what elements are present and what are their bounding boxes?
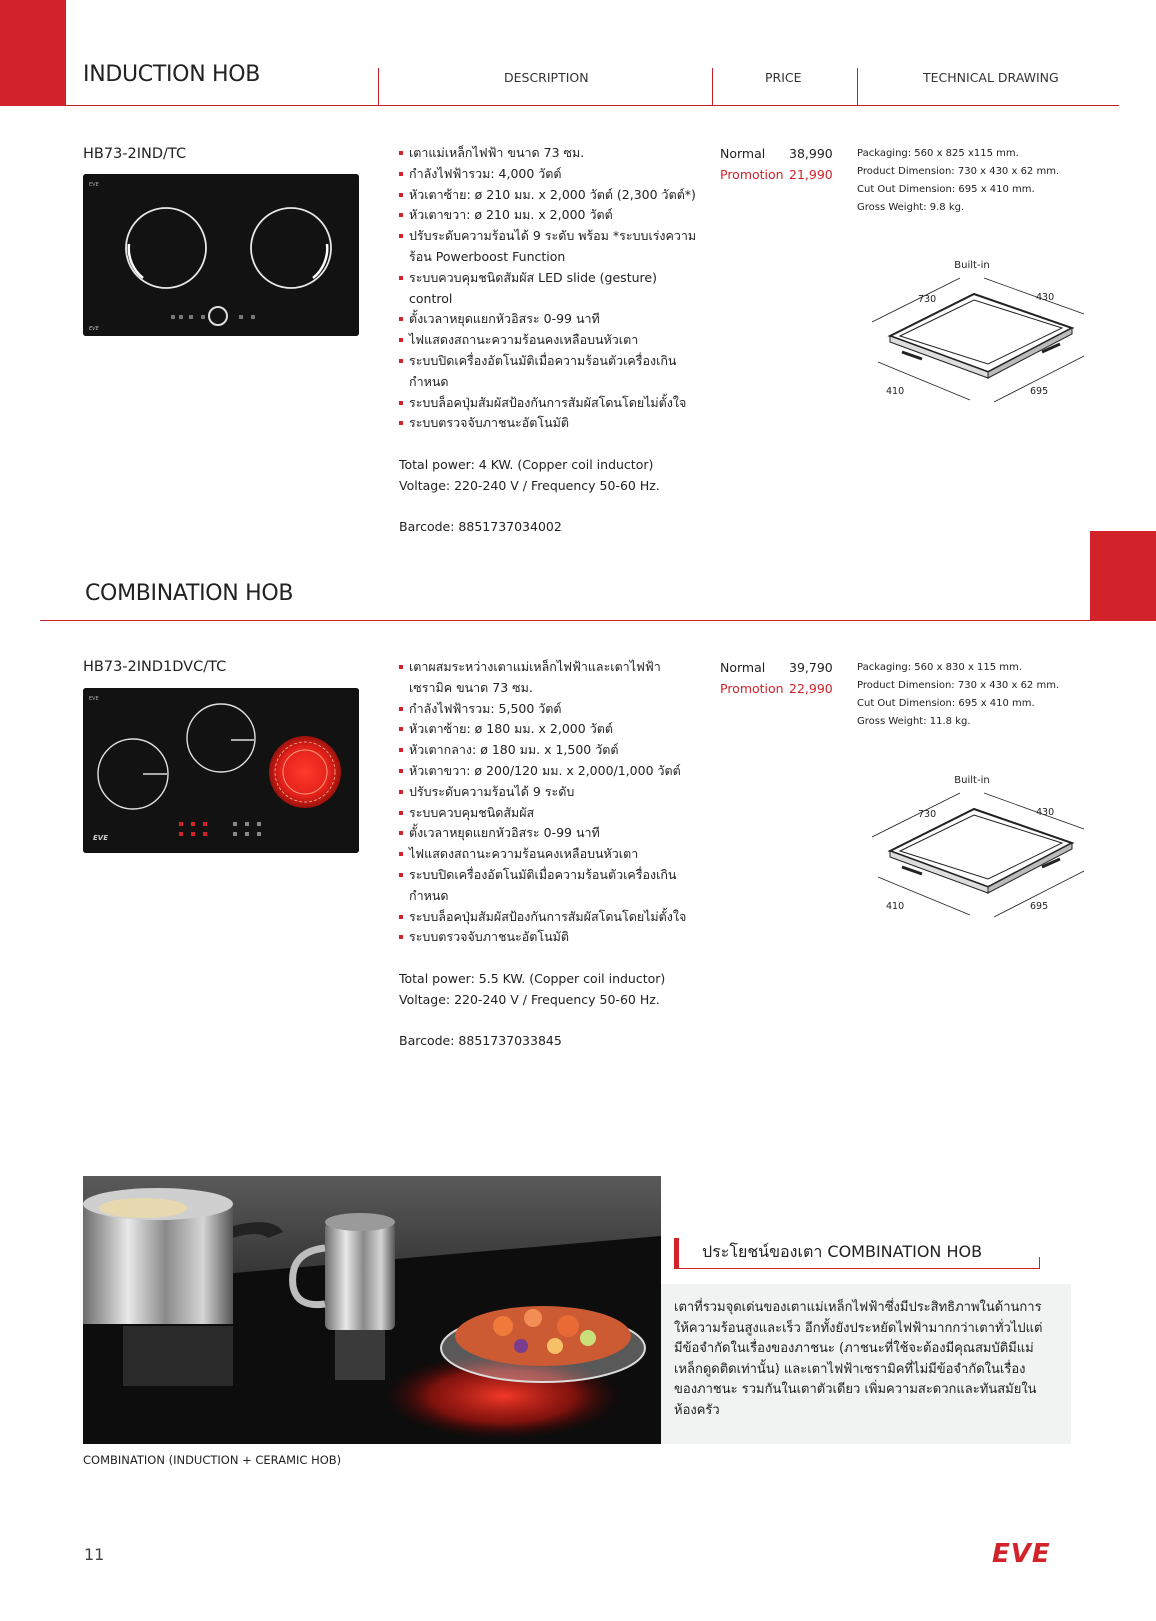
product-1-image	[83, 174, 359, 336]
lifestyle-photo	[83, 1176, 661, 1444]
product-2-promo-price: 22,990	[789, 681, 833, 696]
feature-item: หัวเตาซ้าย: ø 210 มม. x 2,000 วัตต์ (2,300 วัตต์*)	[399, 185, 699, 206]
feature-item: ปรับระดับความร้อนได้ 9 ระดับ	[399, 782, 699, 803]
product-1-promo-price: 21,990	[789, 167, 833, 182]
dim-430: 430	[1036, 292, 1055, 303]
product-2-image	[83, 688, 359, 853]
product-1-normal-price: 38,990	[789, 146, 833, 161]
dim-410: 410	[886, 386, 905, 397]
feature-item: ระบบตรวจจับภาชนะอัตโนมัติ	[399, 927, 699, 948]
dim-730: 730	[918, 809, 937, 820]
feature-item: เตาแม่เหล็กไฟฟ้า ขนาด 73 ซม.	[399, 143, 699, 164]
feature-item: ระบบควบคุมชนิดสัมผัส	[399, 803, 699, 824]
feature-item: หัวเตาซ้าย: ø 180 มม. x 2,000 วัตต์	[399, 719, 699, 740]
header-underline	[66, 105, 1119, 106]
feature-item: เตาผสมระหว่างเตาแม่เหล็กไฟฟ้าและเตาไฟฟ้าเซรามิค ขนาด 73 ซม.	[399, 657, 699, 699]
cutout-dimension: Cut Out Dimension: 695 x 410 mm.	[857, 698, 1035, 709]
dim-695: 695	[1030, 901, 1049, 912]
product-1-dimensions	[857, 145, 1059, 217]
feature-item: ระบบควบคุมชนิดสัมผัส LED slide (gesture) control	[399, 268, 699, 310]
feature-item: ระบบปิดเครื่องอัตโนมัติเมื่อความร้อนตัวเครื่องเกินกำหนด	[399, 351, 699, 393]
dim-430: 430	[1036, 807, 1055, 818]
product-2-dimensions	[857, 659, 1059, 731]
feature-item: ตั้งเวลาหยุดแยกหัวอิสระ 0-99 นาที	[399, 309, 699, 330]
header-description: DESCRIPTION	[504, 70, 589, 85]
dim-695: 695	[1030, 386, 1049, 397]
cutout-dimension: Cut Out Dimension: 695 x 410 mm.	[857, 184, 1035, 195]
header-price: PRICE	[765, 70, 802, 85]
feature-item: ระบบล็อคปุ่มสัมผัสป้องกันการสัมผัสโดนโดยไม่ตั้งใจ	[399, 393, 699, 414]
product-2-normal-label: Normal	[720, 660, 766, 675]
benefits-title: ประโยชน์ของเตา COMBINATION HOB	[702, 1242, 983, 1261]
feature-item: หัวเตาขวา: ø 210 มม. x 2,000 วัตต์	[399, 205, 699, 226]
section-title-combination: COMBINATION HOB	[85, 581, 294, 606]
product-1-total-power: Total power: 4 KW. (Copper coil inductor)	[399, 457, 654, 472]
page-number: 11	[84, 1545, 105, 1564]
gross-weight: Gross Weight: 11.8 kg.	[857, 716, 971, 727]
product-2-model: HB73-2IND1DVC/TC	[83, 659, 227, 675]
feature-item: ไฟแสดงสถานะความร้อนคงเหลือบนหัวเตา	[399, 330, 699, 351]
product-2-technical-drawing	[862, 771, 1092, 931]
benefits-title-underline	[674, 1268, 1040, 1269]
product-2-barcode: Barcode: 8851737033845	[399, 1033, 562, 1048]
header-divider-1	[378, 68, 379, 106]
feature-item: ไฟแสดงสถานะความร้อนคงเหลือบนหัวเตา	[399, 844, 699, 865]
header-divider-3	[857, 68, 858, 106]
benefits-title-tick	[1039, 1257, 1040, 1269]
svg-text:EVE: EVE	[93, 834, 108, 842]
product-1-technical-drawing	[862, 256, 1092, 416]
drawing-title: Built-in	[954, 260, 990, 271]
header-technical-drawing: TECHNICAL DRAWING	[923, 70, 1059, 85]
packaging: Packaging: 560 x 830 x 115 mm.	[857, 662, 1022, 673]
benefits-title-marker	[674, 1238, 679, 1268]
product-1-features	[399, 143, 699, 434]
feature-item: กำลังไฟฟ้ารวม: 4,000 วัตต์	[399, 164, 699, 185]
product-1-promo-label: Promotion	[720, 167, 784, 182]
feature-item: ระบบปิดเครื่องอัตโนมัติเมื่อความร้อนตัวเครื่องเกินกำหนด	[399, 865, 699, 907]
section-title-induction: INDUCTION HOB	[83, 62, 261, 87]
packaging: Packaging: 560 x 825 x115 mm.	[857, 148, 1019, 159]
brand-logo-text: EVE	[992, 1539, 1051, 1568]
feature-item: ปรับระดับความร้อนได้ 9 ระดับ พร้อม *ระบบเร่งความร้อน Powerboost Function	[399, 226, 699, 268]
product-1-normal-label: Normal	[720, 146, 766, 161]
product-1-model: HB73-2IND/TC	[83, 146, 187, 162]
brand-logo	[990, 1538, 1072, 1568]
top-red-tab	[0, 0, 66, 106]
dim-410: 410	[886, 901, 905, 912]
feature-item: ระบบล็อคปุ่มสัมผัสป้องกันการสัมผัสโดนโดยไม่ตั้งใจ	[399, 907, 699, 928]
product-dimension: Product Dimension: 730 x 430 x 62 mm.	[857, 680, 1060, 691]
feature-item: ระบบตรวจจับภาชนะอัตโนมัติ	[399, 413, 699, 434]
header-divider-2	[712, 68, 713, 106]
product-dimension: Product Dimension: 730 x 430 x 62 mm.	[857, 166, 1060, 177]
product-2-total-power: Total power: 5.5 KW. (Copper coil inductor)	[399, 971, 666, 986]
dim-730: 730	[918, 294, 937, 305]
feature-item: หัวเตาขวา: ø 200/120 มม. x 2,000/1,000 วัตต์	[399, 761, 699, 782]
combination-underline	[40, 620, 1090, 621]
product-2-features	[399, 657, 699, 948]
svg-text:EVE: EVE	[89, 182, 99, 188]
drawing-title: Built-in	[954, 775, 990, 786]
product-2-promo-label: Promotion	[720, 681, 784, 696]
benefits-text: เตาที่รวมจุดเด่นของเตาแม่เหล็กไฟฟ้าซึ่งมีประสิทธิภาพในด้านการให้ความร้อนสูงและเร็ว อีกทั้งยังประหยัดไฟฟ้ามากกว่าเตาทั่วไปแต่มีข้อจำกัดในเรื่องของภาชนะ (ภาชนะที่ใช้จะต้องมีคุณสมบัติมีแม่เหล็กดูดติดเท่านั้น) และเตาไฟฟ้าเซรามิคที่ไม่มีข้อจำกัดในเรื่องของภาชนะ รวมกันในเตาตัวเดียว เพิ่มความสะดวกและทันสมัยในห้องครัว	[674, 1300, 1043, 1418]
feature-item: หัวเตากลาง: ø 180 มม. x 1,500 วัตต์	[399, 740, 699, 761]
product-1-barcode: Barcode: 8851737034002	[399, 519, 562, 534]
feature-item: กำลังไฟฟ้ารวม: 5,500 วัตต์	[399, 699, 699, 720]
svg-text:EVE: EVE	[89, 696, 99, 702]
product-1-voltage: Voltage: 220-240 V / Frequency 50-60 Hz.	[399, 478, 660, 493]
product-2-voltage: Voltage: 220-240 V / Frequency 50-60 Hz.	[399, 992, 660, 1007]
side-red-tab	[1090, 531, 1156, 621]
feature-item: ตั้งเวลาหยุดแยกหัวอิสระ 0-99 นาที	[399, 823, 699, 844]
svg-text:EVE: EVE	[89, 326, 99, 332]
photo-caption: COMBINATION (INDUCTION + CERAMIC HOB)	[83, 1453, 342, 1467]
gross-weight: Gross Weight: 9.8 kg.	[857, 202, 965, 213]
product-2-normal-price: 39,790	[789, 660, 833, 675]
